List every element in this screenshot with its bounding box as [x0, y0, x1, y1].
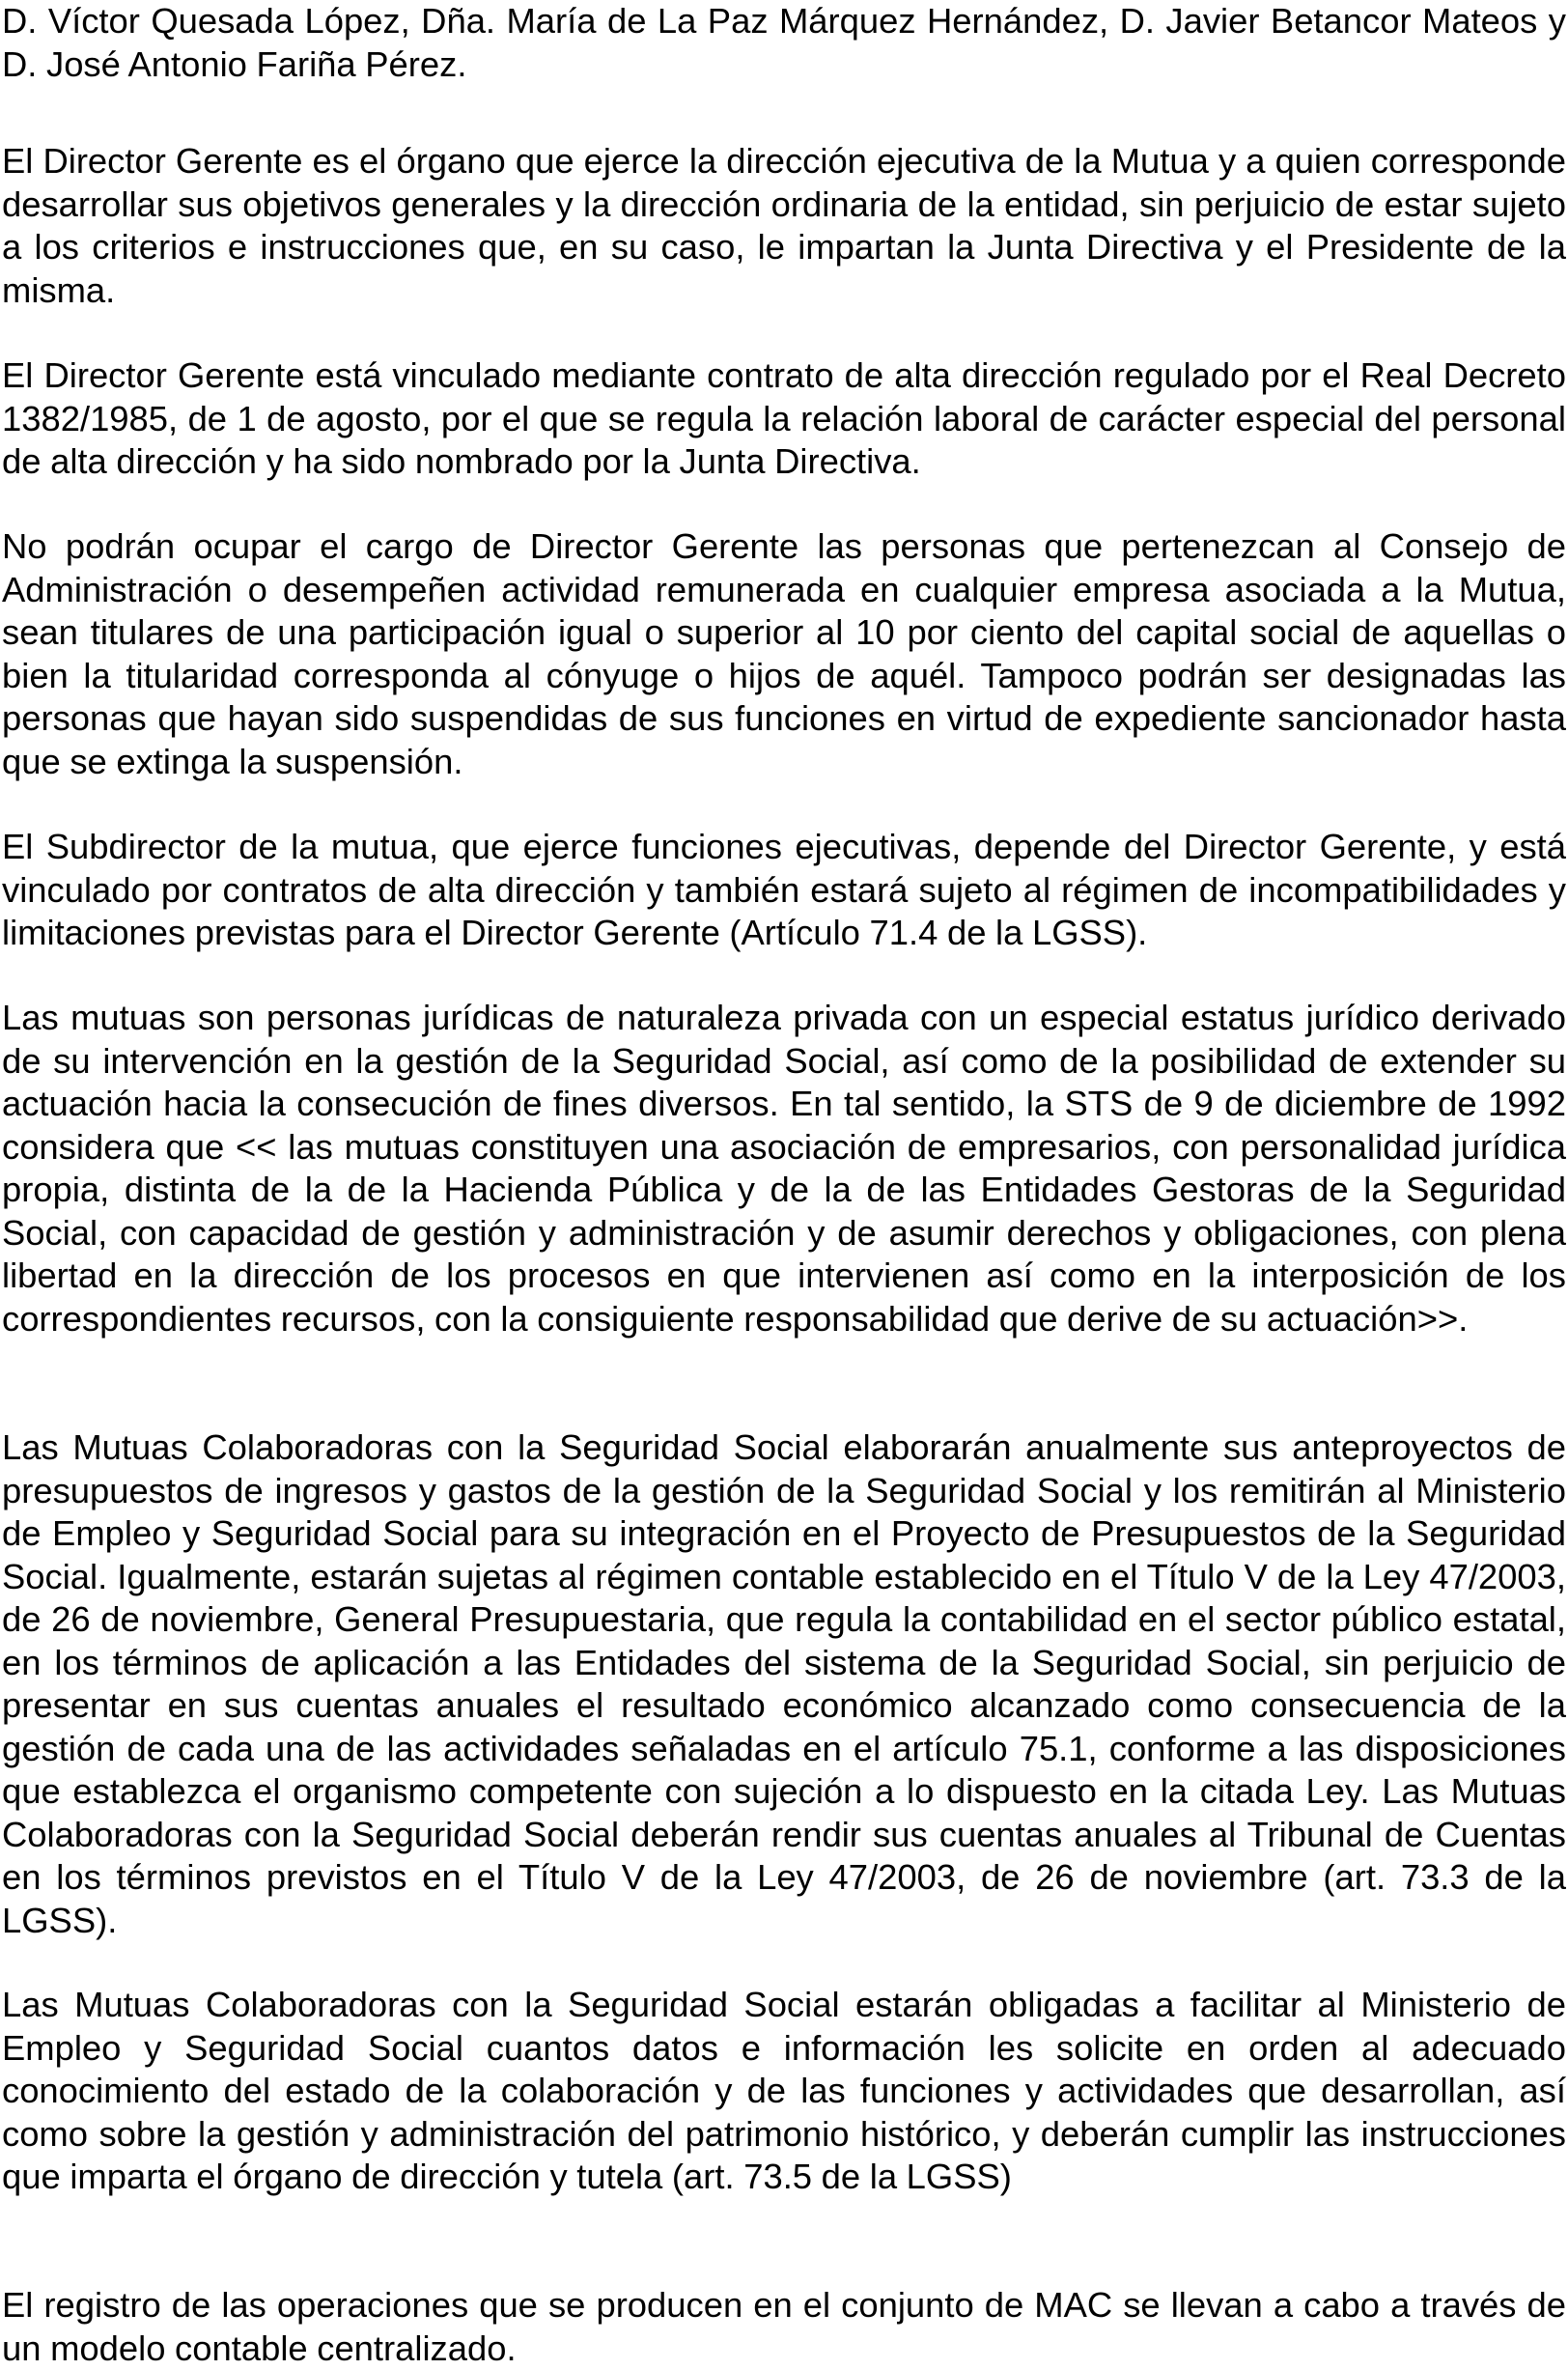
paragraph-incompatibilities: No podrán ocupar el cargo de Director Gerente las personas que pertenezcan al Consejo de Administración o desempeñen actividad remunerada en cualquier empresa asociada a la Mutua, sean titulares de una participación igual o superior al 10 por ciento del capital social de aquellas o bien la titularidad corresponda al cónyuge o hijos de aquél. Tampoco podrán ser designadas las personas que hayan sido suspendidas de sus funciones en virtud de expediente sancionador hasta que se extinga la suspensión. [2, 526, 1566, 781]
paragraph-board-members: D. Víctor Quesada López, Dña. María de La Paz Márquez Hernández, D. Javier Betancor Mateos y D. José Antonio Fariña Pérez. [2, 1, 1566, 84]
paragraph-information-duty: Las Mutuas Colaboradoras con la Seguridad Social estarán obligadas a facilitar al Ministerio de Empleo y Seguridad Social cuantos datos e información les solicite en orden al adecuado conocimiento del estado de la colaboración y de las funciones y actividades que desarrollan, así como sobre la gestión y administración del patrimonio histórico, y deberán cumplir las instrucciones que imparta el órgano de dirección y tutela (art. 73.5 de la LGSS) [2, 1985, 1566, 2196]
paragraph-legal-nature: Las mutuas son personas jurídicas de naturaleza privada con un especial estatus jurídico derivado de su intervención en la gestión de la Seguridad Social, así como de la posibilidad de extender su actuación hacia la consecución de fines diversos. En tal sentido, la STS de 9 de diciembre de 1992 considera que << las mutuas constituyen una asociación de empresarios, con personalidad jurídica propia, distinta de la de la Hacienda Pública y de la de las Entidades Gestoras de la Seguridad Social, con capacidad de gestión y administración y de asumir derechos y obligaciones, con plena libertad en la dirección de los procesos en que intervienen así como en la interposición de los correspondientes recursos, con la consiguiente responsabilidad que derive de su actuación>>. [2, 998, 1566, 1339]
paragraph-accounting-model: El registro de las operaciones que se producen en el conjunto de MAC se llevan a cabo a través de un modelo contable centralizado. [2, 2285, 1566, 2368]
paragraph-budgets-accounting: Las Mutuas Colaboradoras con la Seguridad Social elaborarán anualmente sus anteproyectos de presupuestos de ingresos y gastos de la gestión de la Seguridad Social y los remitirán al Ministerio de Empleo y Seguridad Social para su integración en el Proyecto de Presupuestos de la Seguridad Social. Igualmente, estarán sujetas al régimen contable establecido en el Título V de la Ley 47/2003, de 26 de noviembre, General Presupuestaria, que regula la contabilidad en el sector público estatal, en los términos de aplicación a las Entidades del sistema de la Seguridad Social, sin perjuicio de presentar en sus cuentas anuales el resultado económico alcanzado como consecuencia de la gestión de cada una de las actividades señaladas en el artículo 75.1, conforme a las disposiciones que establezca el organismo competente con sujeción a lo dispuesto en la citada Ley. Las Mutuas Colaboradoras con la Seguridad Social deberán rendir sus cuentas anuales al Tribunal de Cuentas en los términos previstos en el Título V de la Ley 47/2003, de 26 de noviembre (art. 73.3 de la LGSS). [2, 1427, 1566, 1940]
paragraph-subdirector: El Subdirector de la mutua, que ejerce funciones ejecutivas, depende del Director Gerente, y está vinculado por contratos de alta dirección y también estará sujeto al régimen de incompatibilidades y limitaciones previstas para el Director Gerente (Artículo 71.4 de la LGSS). [2, 827, 1566, 952]
paragraph-director-contract: El Director Gerente está vinculado mediante contrato de alta dirección regulado por el Real Decreto 1382/1985, de 1 de agosto, por el que se regula la relación laboral de carácter especial del personal de alta dirección y ha sido nombrado por la Junta Directiva. [2, 355, 1566, 481]
paragraph-director-role: El Director Gerente es el órgano que ejerce la dirección ejecutiva de la Mutua y a quien corresponde desarrollar sus objetivos generales y la dirección ordinaria de la entidad, sin perjuicio de estar sujeto a los criterios e instrucciones que, en su caso, le impartan la Junta Directiva y el Presidente de la misma. [2, 141, 1566, 310]
